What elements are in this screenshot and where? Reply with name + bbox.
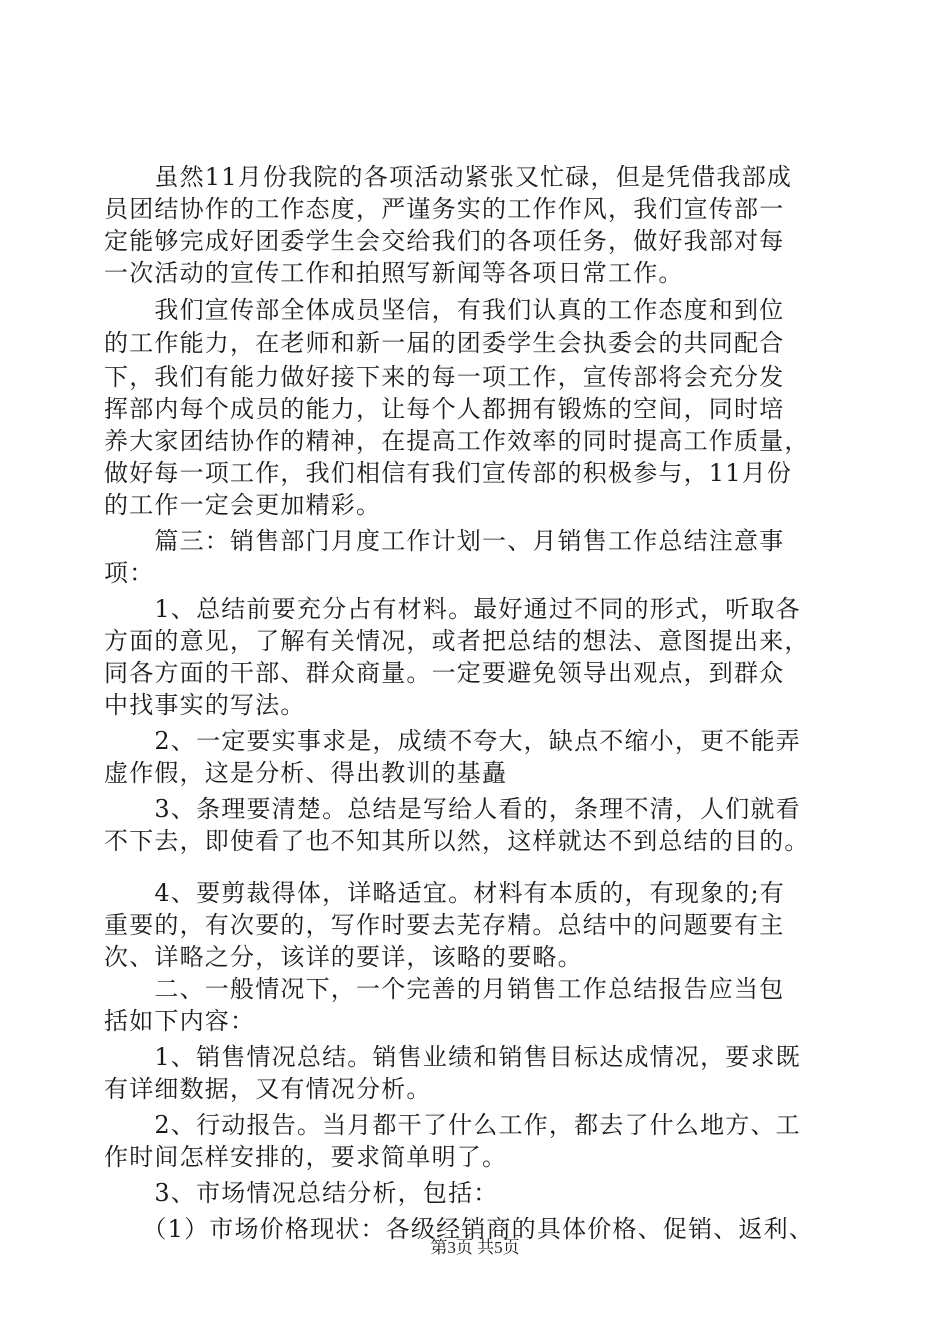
- text-line: 虚作假，这是分析、得出教训的基矗: [104, 759, 508, 787]
- text-line: 重要的，有次要的，写作时要去芜存精。总结中的问题要有主: [104, 911, 785, 939]
- text-line: 3、条理要清楚。总结是写给人看的，条理不清，人们就看: [104, 795, 801, 823]
- text-line: （1）市场价格现状：各级经销商的具体价格、促销、返利、: [104, 1215, 815, 1243]
- text-line: 我们宣传部全体成员坚信，有我们认真的工作态度和到位: [104, 296, 785, 324]
- text-line: 定能够完成好团委学生会交给我们的各项任务，做好我部对每: [104, 227, 785, 255]
- text-line: 作时间怎样安排的，要求简单明了。: [104, 1143, 508, 1171]
- text-line: 2、行动报告。当月都干了什么工作，都去了什么地方、工: [104, 1111, 801, 1139]
- text-line: 篇三：销售部门月度工作计划一、月销售工作总结注意事: [104, 527, 785, 555]
- page-footer: 第3页 共5页: [430, 1238, 520, 1257]
- text-line: 项：: [104, 559, 155, 587]
- text-line: 2、一定要实事求是，成绩不夸大，缺点不缩小，更不能弄: [104, 727, 801, 755]
- text-line: 不下去，即使看了也不知其所以然，这样就达不到总结的目的。: [104, 827, 810, 855]
- text-line: 养大家团结协作的精神，在提高工作效率的同时提高工作质量，: [104, 427, 810, 455]
- text-line: 4、要剪裁得体，详略适宜。材料有本质的，有现象的;有: [104, 879, 785, 907]
- text-line: 的工作能力，在老师和新一届的团委学生会执委会的共同配合: [104, 329, 785, 357]
- text-line: 3、市场情况总结分析，包括：: [104, 1179, 499, 1207]
- text-line: 括如下内容：: [104, 1007, 256, 1035]
- text-line: 1、总结前要充分占有材料。最好通过不同的形式，听取各: [104, 595, 801, 623]
- text-line: 的工作一定会更加精彩。: [104, 491, 382, 519]
- text-line: 员团结协作的工作态度，严谨务实的工作作风，我们宣传部一: [104, 195, 785, 223]
- text-line: 一次活动的宣传工作和拍照写新闻等各项日常工作。: [104, 259, 684, 287]
- text-line: 下，我们有能力做好接下来的每一项工作，宣传部将会充分发: [104, 363, 785, 391]
- text-line: 中找事实的写法。: [104, 691, 306, 719]
- text-line: 方面的意见，了解有关情况，或者把总结的想法、意图提出来，: [104, 627, 810, 655]
- text-line: 1、销售情况总结。销售业绩和销售目标达成情况，要求既: [104, 1043, 801, 1071]
- text-line: 挥部内每个成员的能力，让每个人都拥有锻炼的空间，同时培: [104, 395, 785, 423]
- text-line: 二、一般情况下，一个完善的月销售工作总结报告应当包: [104, 975, 785, 1003]
- text-line: 次、详略之分，该详的要详，该略的要略。: [104, 943, 583, 971]
- text-line: 虽然11月份我院的各项活动紧张又忙碌，但是凭借我部成: [104, 163, 793, 191]
- text-line: 做好每一项工作，我们相信有我们宣传部的积极参与，11月份: [104, 459, 793, 487]
- text-line: 同各方面的干部、群众商量。一定要避免领导出观点，到群众: [104, 659, 785, 687]
- text-line: 有详细数据，又有情况分析。: [104, 1075, 432, 1103]
